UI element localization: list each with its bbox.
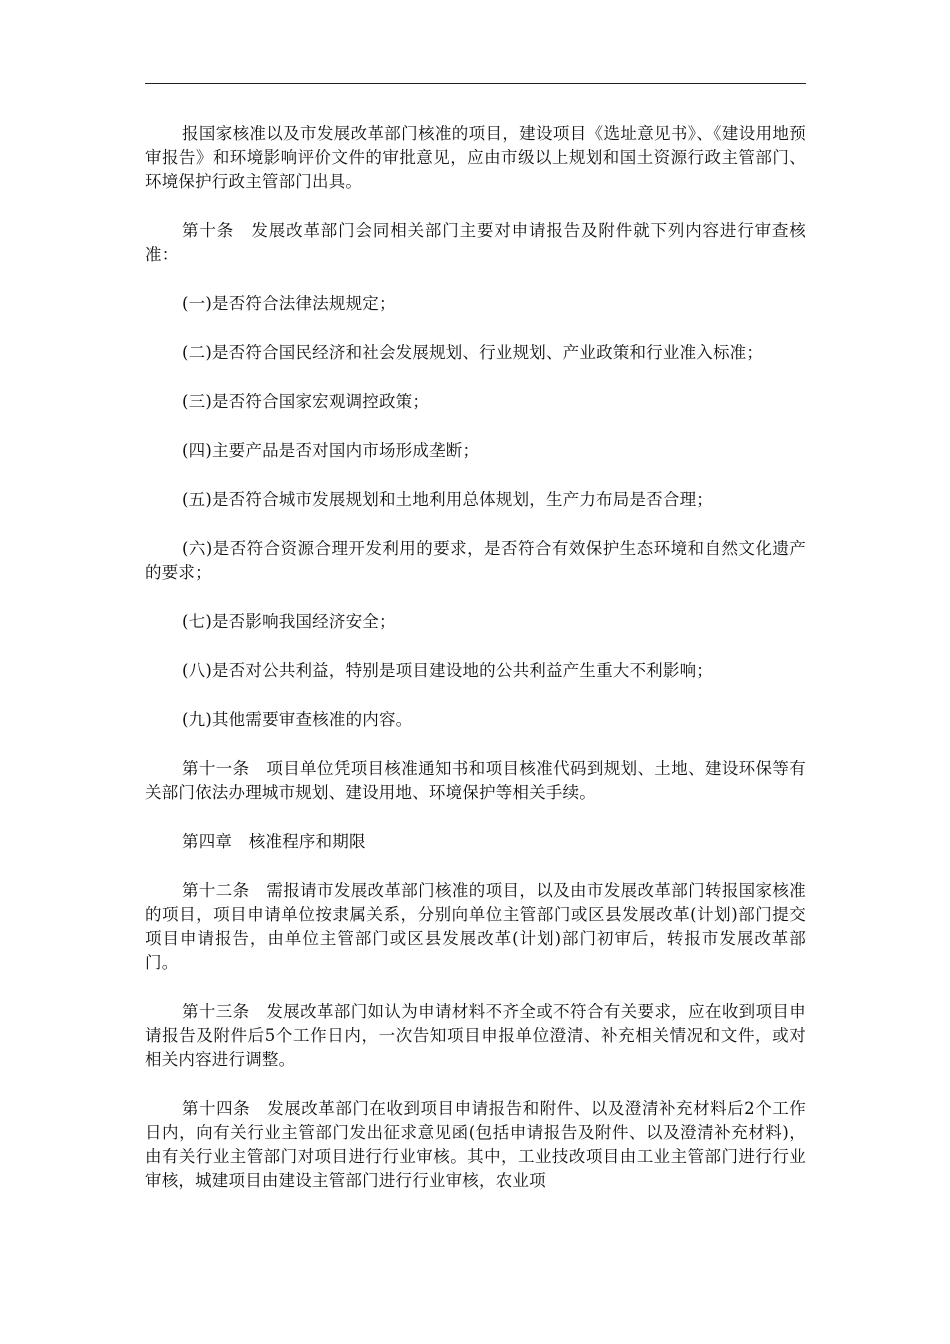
article-11: 第十一条 项目单位凭项目核准通知书和项目核准代码到规划、土地、建设环保等有关部门依法办理城市规划、建设用地、环境保护等相关手续。 [145,759,806,802]
list-item-6: (六)是否符合资源合理开发利用的要求，是否符合有效保护生态环境和自然文化遗产的要求； [145,539,806,582]
chapter-4-heading: 第四章 核准程序和期限 [182,832,366,851]
paragraph-continuation: 报国家核准以及市发展改革部门核准的项目，建设项目《选址意见书》、《建设用地预审报告》和环境影响评价文件的审批意见，应由市级以上规划和国土资源行政主管部门、环境保护行政主管部门出具。 [145,124,806,191]
article-14: 第十四条 发展改革部门在收到项目申请报告和附件、以及澄清补充材料后2个工作日内，向有关行业主管部门发出征求意见函(包括申请报告及附件、以及澄清补充材料)，由有关行业主管部门对项目进行行业审核。其中，工业技改项目由工业主管部门进行行业审核，城建项目由建设主管部门进行行业审核，农业项 [145,1099,806,1190]
list-item-1: (一)是否符合法律法规规定； [182,294,396,313]
document-body [145,122,806,1193]
list-item-4: (四)主要产品是否对国内市场形成垄断； [182,441,480,460]
article-13: 第十三条 发展改革部门如认为申请材料不齐全或不符合有关要求，应在收到项目申请报告及附件后5个工作日内，一次告知项目申报单位澄清、补充相关情况和文件，或对相关内容进行调整。 [145,1002,806,1069]
list-item-8: (八)是否对公共利益，特别是项目建设地的公共利益产生重大不利影响； [182,661,713,680]
list-item-2: (二)是否符合国民经济和社会发展规划、行业规划、产业政策和行业准入标准； [182,343,764,362]
list-item-5: (五)是否符合城市发展规划和土地利用总体规划，生产力布局是否合理； [182,490,713,509]
header-rule [145,83,806,84]
list-item-9: (九)其他需要审查核准的内容。 [182,710,413,729]
list-item-7: (七)是否影响我国经济安全； [182,612,396,631]
list-item-3: (三)是否符合国家宏观调控政策； [182,392,430,411]
article-12: 第十二条 需报请市发展改革部门核准的项目，以及由市发展改革部门转报国家核准的项目，项目申请单位按隶属关系，分别向单位主管部门或区县发展改革(计划)部门提交项目申请报告，由单位主管部门或区县发展改革(计划)部门初审后，转报市发展改革部门。 [145,881,806,972]
article-10: 第十条 发展改革部门会同相关部门主要对申请报告及附件就下列内容进行审查核准： [145,221,806,264]
